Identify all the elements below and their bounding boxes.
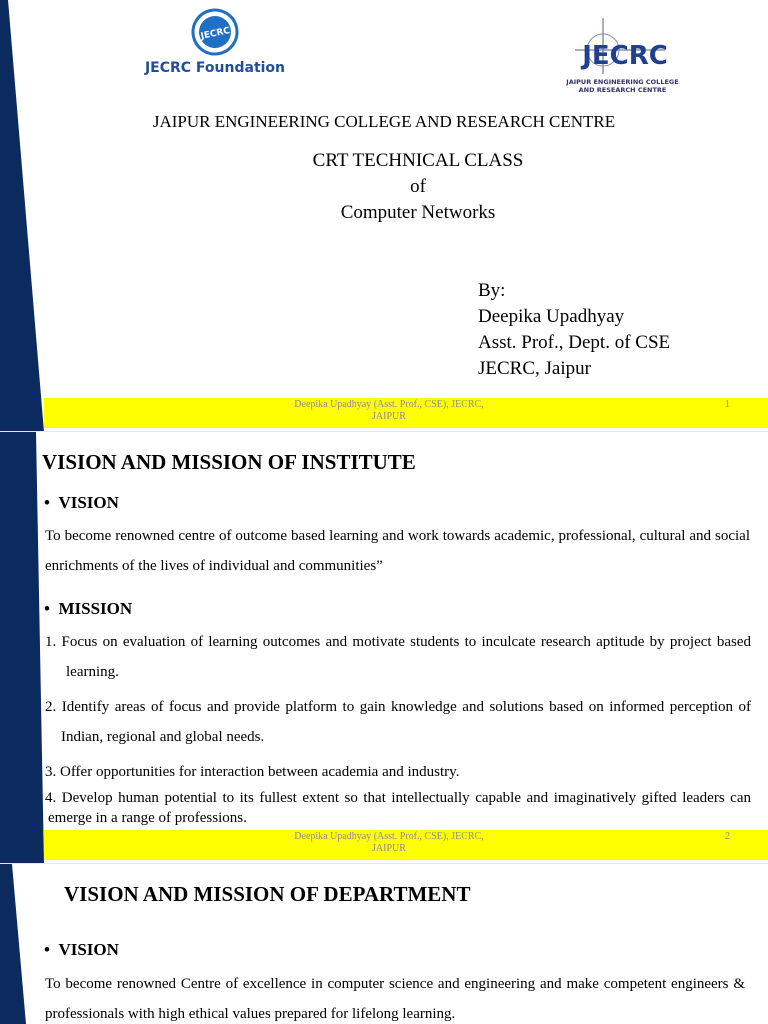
mark-text: JECRC [582, 41, 668, 71]
mission-item: 3. Offer opportunities for interaction between academia and industry. [45, 764, 460, 780]
footer-line-2: JAIPUR [372, 843, 406, 854]
author-block [478, 278, 670, 382]
footer-line-1: Deepika Upadhyay (Asst. Prof., CSE), JECRC, [294, 399, 484, 410]
mission-heading [44, 599, 132, 619]
brand-name: JECRC Foundation [144, 60, 286, 76]
author-institute: JECRC, Jaipur [478, 358, 591, 379]
college-name: JAIPUR ENGINEERING COLLEGE AND RESEARCH CENTRE [152, 112, 616, 131]
jecrc-mark-icon [555, 14, 690, 76]
vision-heading [44, 940, 119, 960]
by-label: By: [478, 280, 506, 301]
mission-item: 4. Develop human potential to its fullest extent so that intellectually capable and imaginatively gifted leaders can emerge in a range of professions. [45, 790, 751, 826]
section-heading: VISION AND MISSION OF INSTITUTE [42, 450, 416, 474]
mission-label: MISSION [58, 599, 133, 618]
logo-caption-line-2: AND RESEARCH CENTRE [578, 86, 667, 94]
bullet-icon: • [44, 493, 59, 512]
slide-footer [44, 398, 768, 428]
mission-item: 1. Focus on evaluation of learning outcomes and motivate students to inculcate research aptitude by project based learning. [45, 634, 751, 680]
page-number: 2 [725, 831, 730, 842]
title-line-1: CRT TECHNICAL CLASS [312, 150, 524, 171]
slide-footer [44, 830, 768, 860]
slide-3 [0, 864, 768, 1024]
vision-label: VISION [58, 493, 119, 512]
vision-text: To become renowned Centre of excellence in computer science and engineering and make competent engineers & professionals with high ethical values prepared for lifelong learning. [45, 976, 745, 1022]
emblem-text: JECRC [199, 25, 231, 42]
section-heading: VISION AND MISSION OF DEPARTMENT [64, 882, 471, 906]
jecrc-emblem-icon [140, 8, 290, 60]
vision-heading [44, 493, 119, 513]
logo-caption-line-1: JAIPUR ENGINEERING COLLEGE [566, 78, 679, 86]
course-title [0, 148, 768, 226]
slide-1 [0, 0, 768, 432]
mission-item: 2. Identify areas of focus and provide platform to gain knowledge and solutions based on informed perception of Indian, regional and global needs. [45, 699, 751, 745]
footer-text [274, 399, 504, 423]
title-line-3: Computer Networks [340, 202, 496, 223]
jecrc-college-logo [555, 14, 690, 100]
vision-text: To become renowned centre of outcome based learning and work towards academic, professional, cultural and social enrichments of the lives of individual and communities” [45, 528, 750, 574]
jecrc-foundation-logo [140, 8, 290, 83]
vision-label: VISION [58, 940, 119, 959]
page-number: 1 [725, 399, 730, 410]
bullet-icon: • [44, 599, 59, 618]
title-line-2: of [410, 176, 426, 197]
logo-caption [555, 78, 690, 94]
bullet-icon: • [44, 940, 59, 959]
slide-2 [0, 432, 768, 864]
footer-line-2: JAIPUR [372, 411, 406, 422]
footer-text [274, 831, 504, 855]
author-designation: Asst. Prof., Dept. of CSE [478, 332, 671, 353]
footer-line-1: Deepika Upadhyay (Asst. Prof., CSE), JECRC, [294, 831, 484, 842]
author-name: Deepika Upadhyay [478, 306, 625, 327]
